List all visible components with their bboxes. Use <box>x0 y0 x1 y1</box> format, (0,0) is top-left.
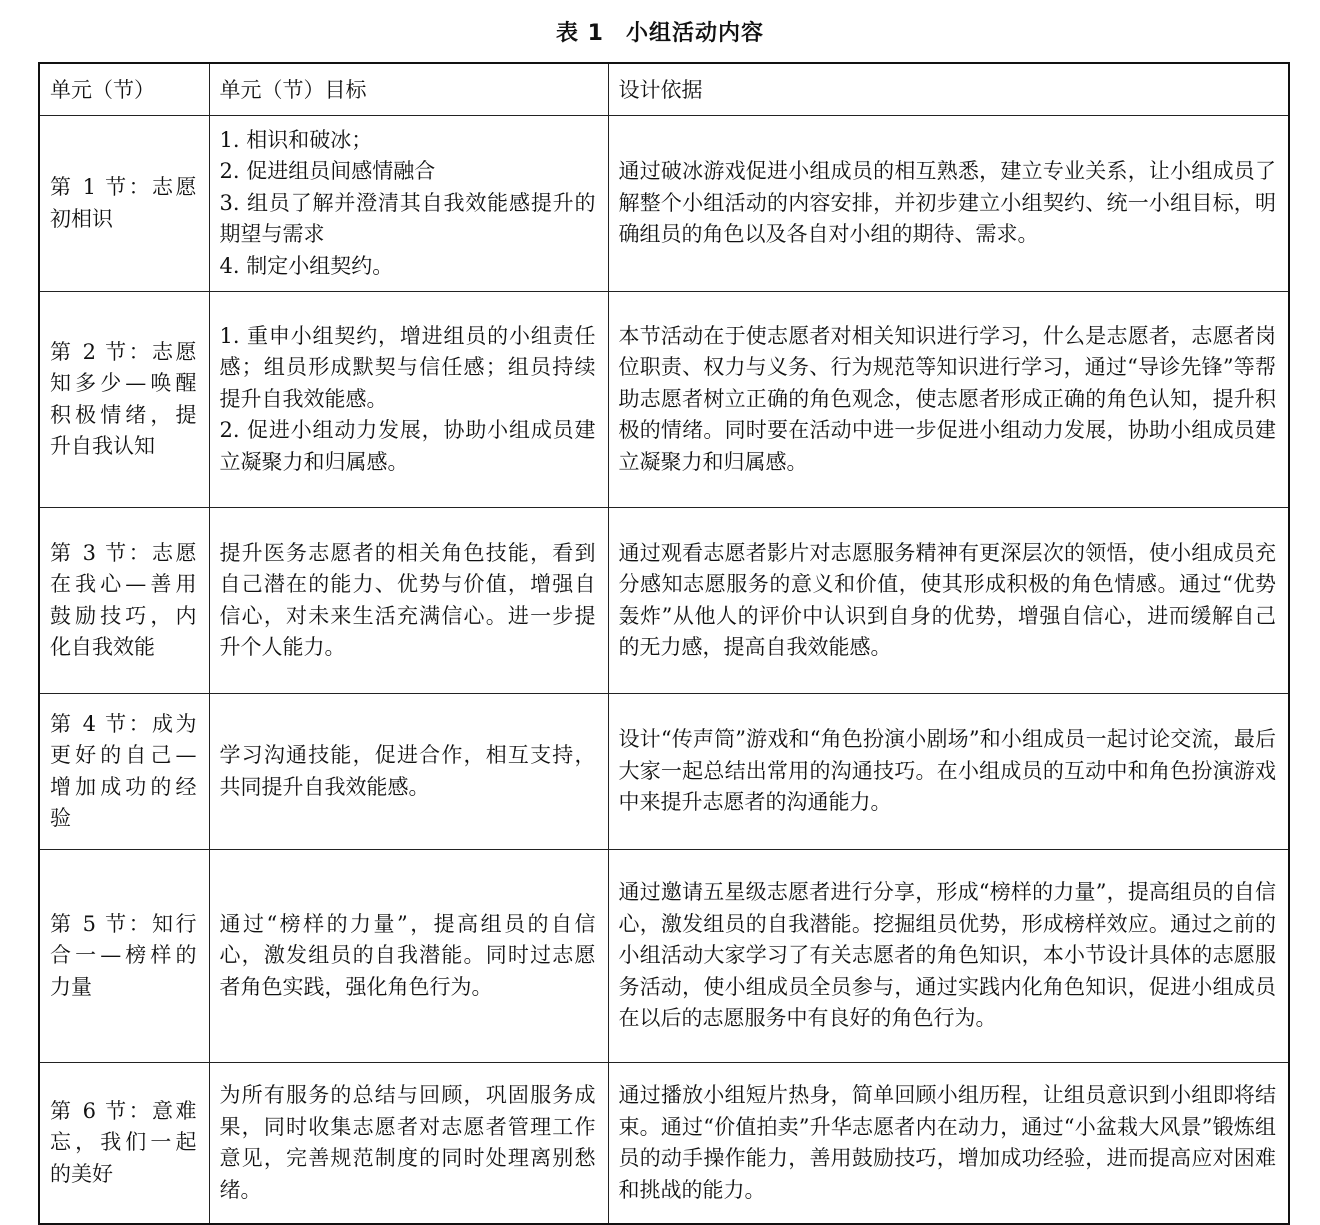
goals-cell <box>209 292 608 508</box>
unit-cell: 第 2 节：志愿知多少—唤醒积极情绪，提升自我认知 <box>39 292 209 508</box>
unit-cell: 第 4 节：成为更好的自己—增加成功的经验 <box>39 694 209 850</box>
header-basis: 设计依据 <box>608 63 1289 116</box>
header-unit: 单元（节） <box>39 63 209 116</box>
unit-cell: 第 3 节：志愿在我心—善用鼓励技巧，内化自我效能 <box>39 508 209 694</box>
table-row <box>39 292 1289 508</box>
table-row <box>39 116 1289 292</box>
goals-cell <box>209 116 608 292</box>
table-title: 小组活动内容 <box>625 21 764 46</box>
table-row <box>39 1063 1289 1225</box>
goals-cell <box>209 850 608 1063</box>
goal-item: 2. 促进小组动力发展，协助小组成员建立凝聚力和归属感。 <box>219 418 596 474</box>
goals-cell <box>209 508 608 694</box>
activity-table <box>38 62 1290 1225</box>
goals-cell <box>209 694 608 850</box>
basis-cell: 本节活动在于使志愿者对相关知识进行学习，什么是志愿者，志愿者岗位职责、权力与义务、行为规范等知识进行学习，通过“导诊先锋”等帮助志愿者树立正确的角色观念，使志愿者形成正确的角色认知，提升积极的情绪。同时要在活动中进一步促进小组动力发展，协助小组成员建立凝聚力和归属感。 <box>608 292 1289 508</box>
goal-item: 1. 相识和破冰； <box>219 127 373 152</box>
basis-cell: 通过邀请五星级志愿者进行分享，形成“榜样的力量”，提高组员的自信心，激发组员的自我潜能。挖掘组员优势，形成榜样效应。通过之前的小组活动大家学习了有关志愿者的角色知识，本小节设计具体的志愿服务活动，使小组成员全员参与，通过实践内化角色知识，促进小组成员在以后的志愿服务中有良好的角色行为。 <box>608 850 1289 1063</box>
goal-item: 提升医务志愿者的相关角色技能，看到自己潜在的能力、优势与价值，增强自信心，对未来生活充满信心。进一步提升个人能力。 <box>219 540 596 659</box>
basis-cell: 通过破冰游戏促进小组成员的相互熟悉，建立专业关系，让小组成员了解整个小组活动的内容安排，并初步建立小组契约、统一小组目标，明确组员的角色以及各自对小组的期待、需求。 <box>608 116 1289 292</box>
basis-cell: 通过播放小组短片热身，简单回顾小组历程，让组员意识到小组即将结束。通过“价值拍卖”升华志愿者内在动力，通过“小盆栽大风景”锻炼组员的动手操作能力，善用鼓励技巧，增加成功经验，进而提高应对困难和挑战的能力。 <box>608 1063 1289 1225</box>
goal-item: 3. 组员了解并澄清其自我效能感提升的期望与需求 <box>219 190 596 247</box>
header-goals: 单元（节）目标 <box>209 63 608 116</box>
goal-item: 4. 制定小组契约。 <box>219 253 394 278</box>
unit-cell: 第 1 节：志愿初相识 <box>39 116 209 292</box>
basis-cell: 设计“传声筒”游戏和“角色扮演小剧场”和小组成员一起讨论交流，最后大家一起总结出常用的沟通技巧。在小组成员的互动中和角色扮演游戏中来提升志愿者的沟通能力。 <box>608 694 1289 850</box>
table-caption <box>0 16 1320 47</box>
table-row <box>39 508 1289 694</box>
goal-item: 为所有服务的总结与回顾，巩固服务成果，同时收集志愿者对志愿者管理工作意见，完善规范制度的同时处理离别愁绪。 <box>219 1083 596 1202</box>
unit-cell: 第 5 节：知行合一—榜样的力量 <box>39 850 209 1063</box>
goal-item: 学习沟通技能，促进合作，相互支持，共同提升自我效能感。 <box>219 743 596 799</box>
basis-cell: 通过观看志愿者影片对志愿服务精神有更深层次的领悟，使小组成员充分感知志愿服务的意义和价值，使其形成积极的角色情感。通过“优势轰炸”从他人的评价中认识到自身的优势，增强自信心，进而缓解自己的无力感，提高自我效能感。 <box>608 508 1289 694</box>
header-row <box>39 63 1289 116</box>
goal-item: 通过“榜样的力量”，提高组员的自信心，激发组员的自我潜能。同时过志愿者角色实践，强化角色行为。 <box>219 911 596 999</box>
table-number: 表 1 <box>556 21 604 46</box>
goal-item: 1. 重申小组契约，增进组员的小组责任感；组员形成默契与信任感；组员持续提升自我效能感。 <box>219 323 596 411</box>
table-row <box>39 850 1289 1063</box>
unit-cell: 第 6 节：意难忘，我们一起的美好 <box>39 1063 209 1225</box>
table-row <box>39 694 1289 850</box>
goal-item: 2. 促进组员间感情融合 <box>219 159 436 184</box>
goals-cell <box>209 1063 608 1225</box>
